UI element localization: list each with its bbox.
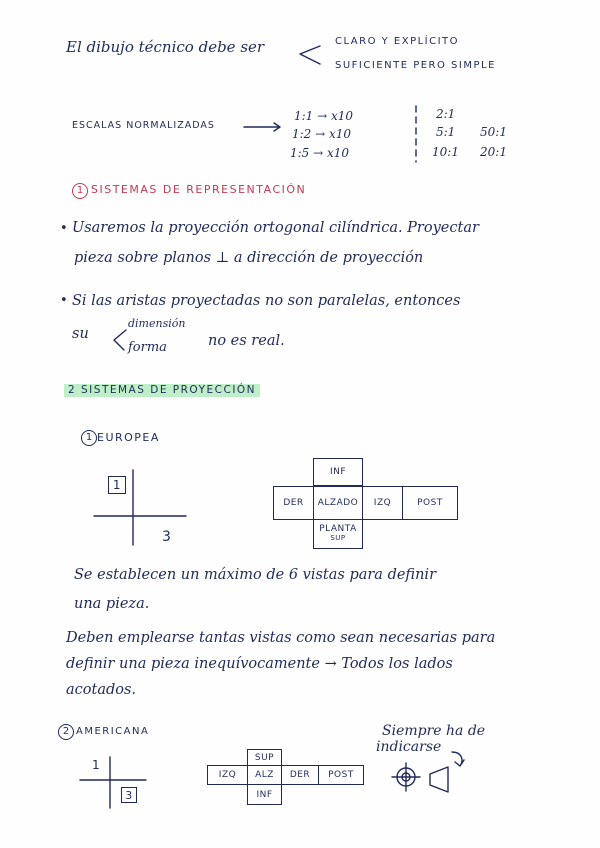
intro-option-2: SUFICIENTE PERO SIMPLE: [335, 60, 496, 71]
note-arrow: [452, 752, 464, 766]
americana-note-line1: Siempre ha de: [382, 723, 486, 739]
escala-enlarge-1: 2:1: [436, 107, 456, 121]
escala-enlarge-2: 5:1: [436, 125, 456, 139]
projection-symbol-icon: [392, 763, 448, 792]
americana-axis-3: 3: [121, 787, 137, 803]
escala-reduction-1: 1:1 → x10: [294, 109, 354, 123]
europea-view-izq: IZQ: [362, 486, 403, 520]
planta-label: PLANTA: [319, 524, 357, 535]
escala-reduction-3: 1:5 → x10: [290, 146, 350, 160]
bullet1-dot: •: [60, 221, 68, 236]
section1-number: 1: [72, 183, 88, 199]
escala-reduction-2: 1:2 → x10: [292, 127, 352, 141]
europea-view-der: DER: [273, 486, 314, 520]
bullet2-option-1: dimensión: [128, 317, 186, 330]
europea-axis-1: 1: [108, 476, 126, 494]
europea-number: 1: [81, 430, 97, 446]
europea-axis-3: 3: [162, 529, 171, 545]
bullet2-su: su: [72, 326, 89, 342]
bullet1-line2: pieza sobre planos ⊥ a dirección de proyección: [74, 250, 424, 266]
americana-view-post: POST: [318, 765, 364, 785]
europea-view-inf: INF: [313, 458, 363, 486]
escala-enlarge-3: 10:1: [432, 145, 459, 159]
bullet2-bracket: [114, 330, 126, 350]
bullet2-line1: Si las aristas proyectadas no son paralelas, entonces: [72, 293, 461, 309]
section2-title: 2 SISTEMAS DE PROYECCIÓN: [64, 384, 260, 397]
americana-view-inf: INF: [247, 784, 282, 805]
intro-option-1: CLARO Y EXPLÍCITO: [335, 36, 460, 47]
europea-text2-line1: Deben emplearse tantas vistas como sean necesarias para: [66, 630, 496, 646]
europea-text2-line3: acotados.: [66, 682, 137, 698]
escala-enlarge-4: 50:1: [480, 125, 507, 139]
intro-bracket: [300, 46, 320, 64]
section1-title: SISTEMAS DE REPRESENTACIÓN: [91, 183, 307, 196]
europea-label: EUROPEA: [97, 431, 160, 444]
americana-view-sup: SUP: [247, 749, 282, 766]
europea-text2-line2: definir una pieza inequívocamente → Todos los lados: [66, 656, 453, 672]
bullet2-option-2: forma: [128, 340, 167, 355]
americana-view-alz: ALZ: [247, 765, 282, 785]
escala-enlarge-5: 20:1: [480, 145, 507, 159]
escalas-arrow: [244, 123, 280, 131]
americana-number: 2: [58, 724, 74, 740]
americana-view-izq: IZQ: [207, 765, 248, 785]
intro-text: El dibujo técnico debe ser: [66, 38, 265, 56]
europea-view-post: POST: [402, 486, 458, 520]
bullet2-end: no es real.: [208, 333, 285, 349]
americana-view-der: DER: [281, 765, 319, 785]
bullet2-dot: •: [60, 293, 68, 308]
americana-axis-1: 1: [92, 758, 100, 772]
bullet1-line1: Usaremos la proyección ortogonal cilíndrica. Proyectar: [72, 220, 479, 236]
planta-sub-label: SUP: [330, 534, 346, 543]
americana-label: AMERICANA: [76, 726, 150, 737]
europea-view-alzado: ALZADO: [313, 486, 363, 520]
europea-text1-line2: una pieza.: [74, 596, 150, 612]
europea-text1-line1: Se establecen un máximo de 6 vistas para definir: [74, 567, 437, 583]
escalas-label: ESCALAS NORMALIZADAS: [72, 120, 215, 131]
americana-note-line2: indicarse: [376, 739, 442, 755]
